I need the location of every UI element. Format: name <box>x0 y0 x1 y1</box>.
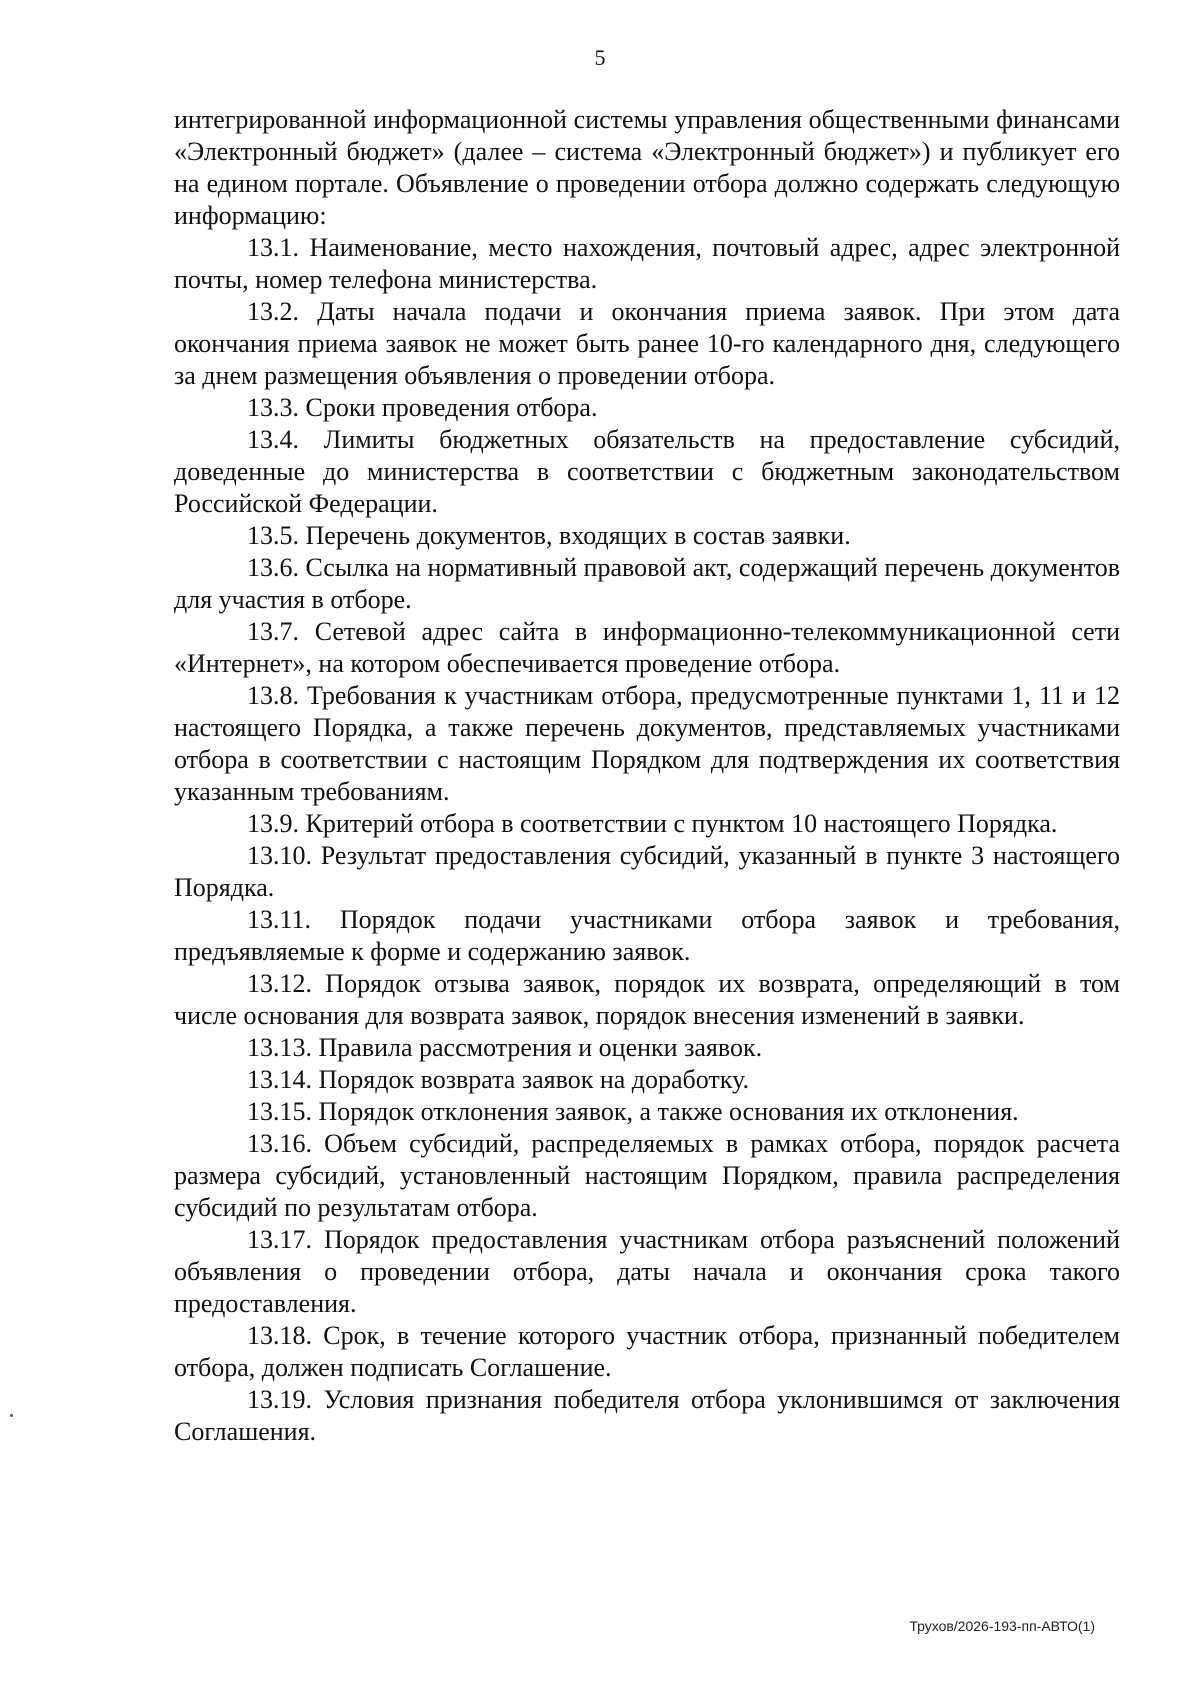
page-number: 5 <box>594 45 606 70</box>
scan-speck <box>10 1414 13 1417</box>
item-13-6: 13.6. Ссылка на нормативный правовой акт, содержащий перечень документов для участия в отборе. <box>174 553 1120 614</box>
item-13-2: 13.2. Даты начала подачи и окончания приема заявок. При этом дата окончания приема заявок не может быть ранее 10-го календарного дня, следующего за днем размещения объявления о проведении отбора. <box>174 297 1120 390</box>
item-13-19: 13.19. Условия признания победителя отбора уклонившимся от заключения Соглашения. <box>174 1385 1120 1446</box>
item-13-10: 13.10. Результат предоставления субсидий, указанный в пункте 3 настоящего Порядка. <box>174 841 1120 902</box>
item-13-8: 13.8. Требования к участникам отбора, предусмотренные пунктами 1, 11 и 12 настоящего Порядка, а также перечень документов, представляемых участниками отбора в соответствии с настоящим Порядком для подтверждения их соответствия указанным требованиям. <box>174 681 1120 806</box>
item-13-16: 13.16. Объем субсидий, распределяемых в рамках отбора, порядок расчета размера субсидий, установленный настоящим Порядком, правила распределения субсидий по результатам отбора. <box>174 1129 1120 1222</box>
lead-paragraph: интегрированной информационной системы управления общественными финансами «Электронный бюджет» (далее – система «Электронный бюджет») и публикует его на едином портале. Объявление о проведении отбора должно содержать следующую информацию: <box>174 105 1120 230</box>
item-13-18: 13.18. Срок, в течение которого участник отбора, признанный победителем отбора, должен подписать Соглашение. <box>174 1321 1120 1382</box>
item-13-9: 13.9. Критерий отбора в соответствии с пунктом 10 настоящего Порядка. <box>247 809 1058 838</box>
item-13-14: 13.14. Порядок возврата заявок на доработку. <box>247 1065 749 1094</box>
item-13-15: 13.15. Порядок отклонения заявок, а также основания их отклонения. <box>247 1097 1019 1126</box>
item-13-1: 13.1. Наименование, место нахождения, почтовый адрес, адрес электронной почты, номер телефона министерства. <box>174 233 1120 294</box>
item-13-3: 13.3. Сроки проведения отбора. <box>247 393 598 422</box>
item-13-4: 13.4. Лимиты бюджетных обязательств на предоставление субсидий, доведенные до министерства в соответствии с бюджетным законодательством Российской Федерации. <box>174 425 1120 518</box>
item-13-12: 13.12. Порядок отзыва заявок, порядок их возврата, определяющий в том числе основания для возврата заявок, порядок внесения изменений в заявки. <box>174 969 1120 1030</box>
item-13-11: 13.11. Порядок подачи участниками отбора заявок и требования, предъявляемые к форме и содержанию заявок. <box>174 905 1120 966</box>
item-13-7: 13.7. Сетевой адрес сайта в информационно-телекоммуникационной сети «Интернет», на котором обеспечивается проведение отбора. <box>174 617 1120 678</box>
item-13-5: 13.5. Перечень документов, входящих в состав заявки. <box>247 521 851 550</box>
document-code: Трухов/2026-193-пп-АВТО(1) <box>909 1618 1095 1634</box>
document-body <box>174 104 1120 1448</box>
item-13-13: 13.13. Правила рассмотрения и оценки заявок. <box>247 1033 763 1062</box>
item-13-17: 13.17. Порядок предоставления участникам отбора разъяснений положений объявления о проведении отбора, даты начала и окончания срока такого предоставления. <box>174 1225 1120 1318</box>
